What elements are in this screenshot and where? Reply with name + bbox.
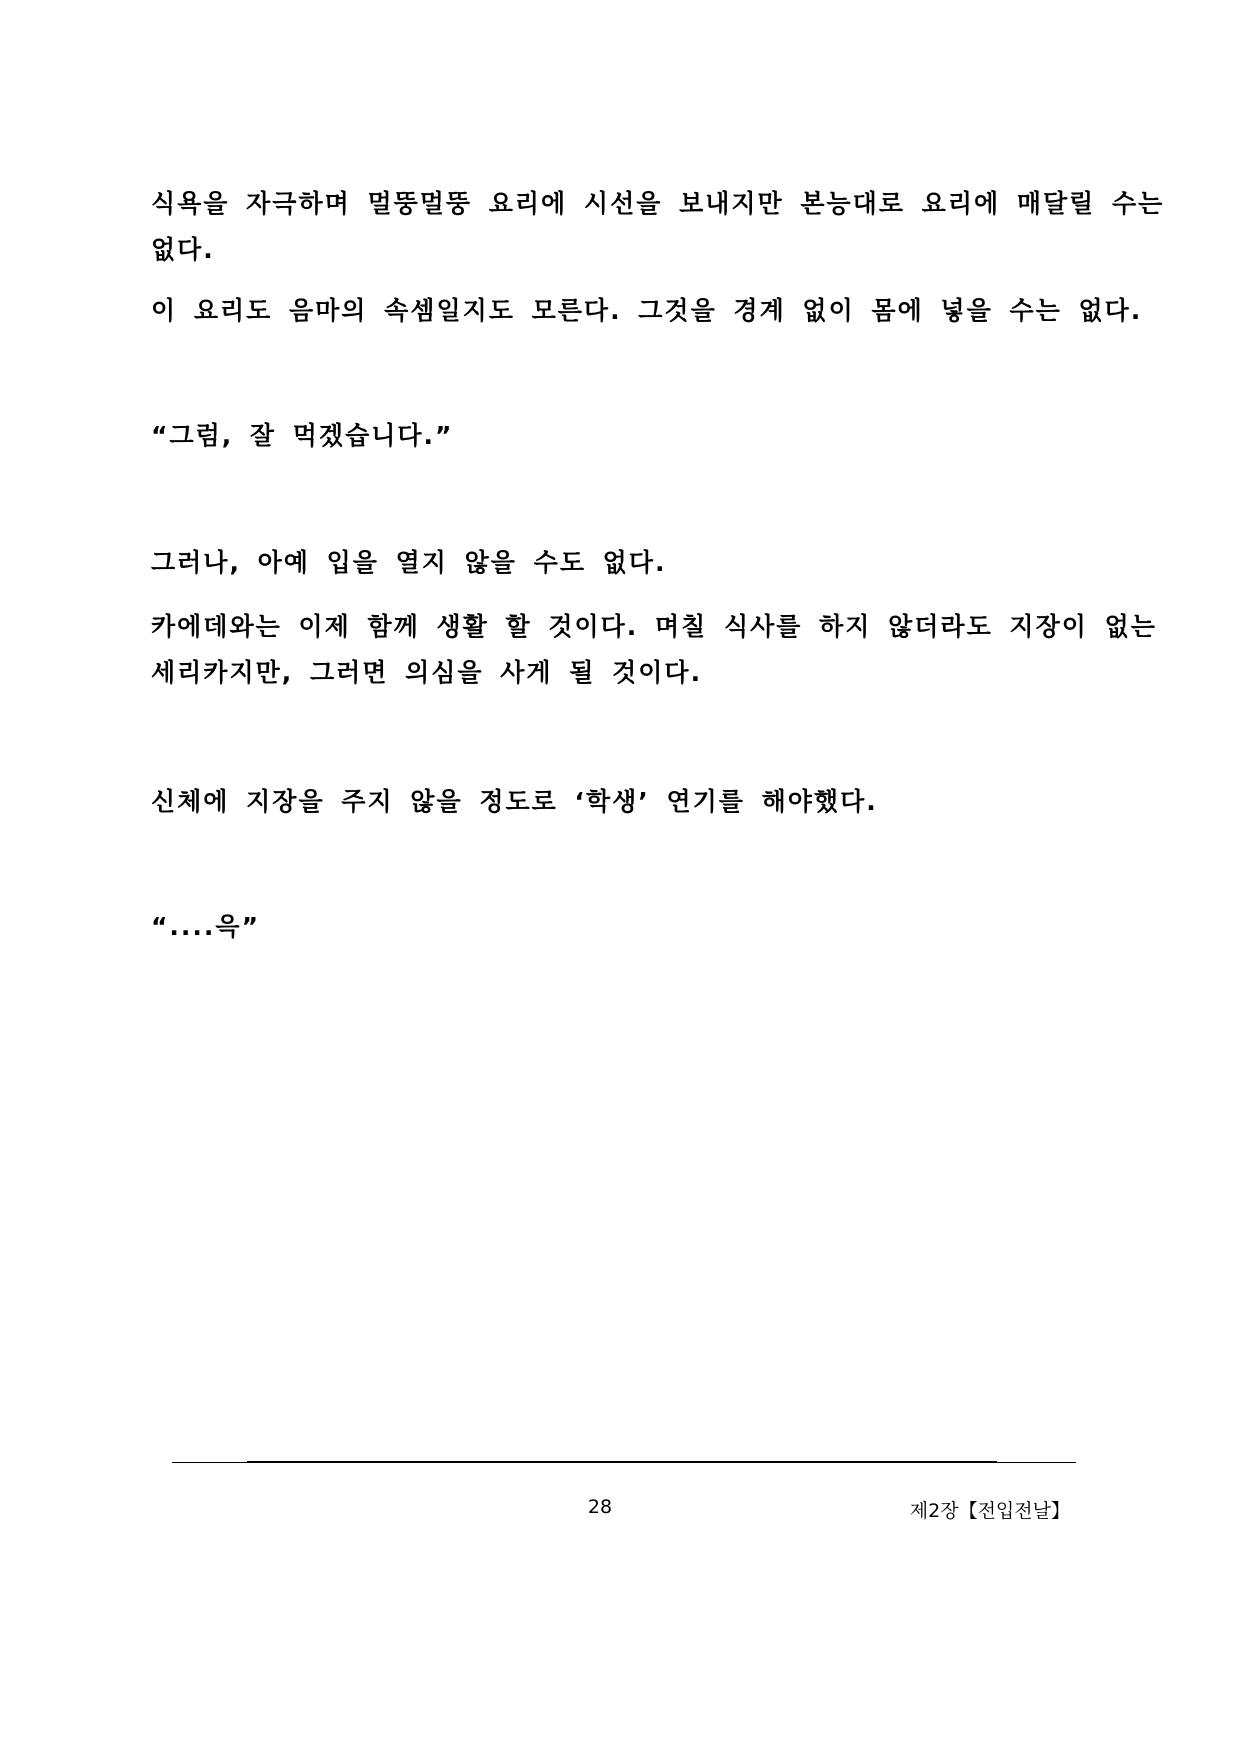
paragraph-1 bbox=[151, 181, 1165, 273]
paragraph-1-line-2: 없다. bbox=[151, 235, 215, 264]
footer-divider-thick bbox=[247, 1461, 997, 1463]
paragraph-2-line-1: 이 요리도 음마의 속셈일지도 모른다. 그것을 경계 없이 몸에 넣을 수는 없다. bbox=[151, 296, 1143, 325]
paragraph-5-line-1: 카에데와는 이제 함께 생활 할 것이다. 며칠 식사를 하지 않더라도 지장이 없는 bbox=[151, 612, 1157, 641]
paragraph-1-line-1: 식욕을 자극하며 멀뚱멀뚱 요리에 시선을 보내지만 본능대로 요리에 매달릴 수는 bbox=[151, 189, 1165, 218]
paragraph-5 bbox=[151, 604, 1157, 696]
chapter-title: 제2장【전입전날】 bbox=[909, 1500, 1070, 1522]
paragraph-6-line-1: 신체에 지장을 주지 않을 정도로 ‘학생’ 연기를 해야했다. bbox=[151, 787, 878, 816]
paragraph-3-line-1: “그럼, 잘 먹겠습니다.” bbox=[151, 421, 454, 450]
paragraph-2 bbox=[151, 288, 1143, 334]
paragraph-5-line-2: 세리카지만, 그러면 의심을 사게 될 것이다. bbox=[151, 658, 703, 687]
paragraph-3 bbox=[151, 413, 1091, 459]
paragraph-4 bbox=[151, 540, 1091, 586]
paragraph-7 bbox=[151, 904, 1091, 950]
page-number: 28 bbox=[587, 1496, 613, 1518]
paragraph-6 bbox=[151, 779, 1091, 825]
paragraph-7-line-1: “....윽” bbox=[151, 912, 260, 941]
paragraph-4-line-1: 그러나, 아예 입을 열지 않을 수도 없다. bbox=[151, 548, 667, 577]
